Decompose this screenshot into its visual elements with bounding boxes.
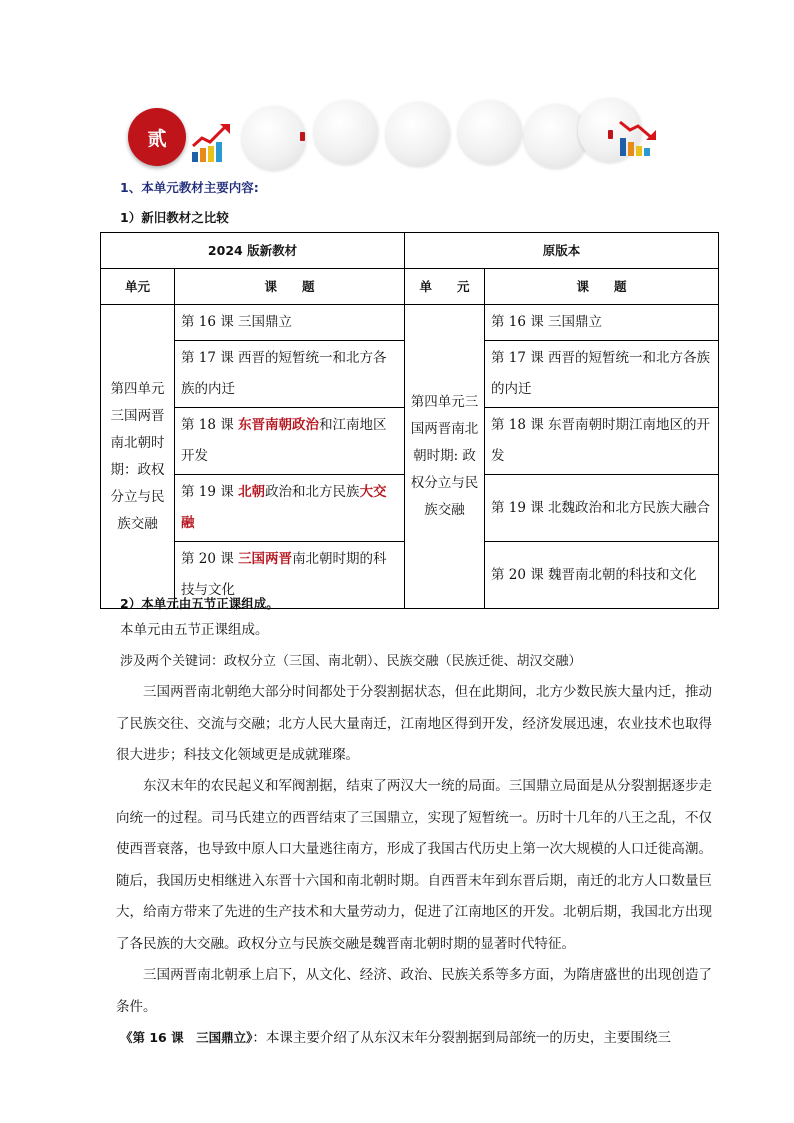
decorative-mark (608, 130, 613, 139)
body-line: 涉及两个关键词：政权分立（三国、南北朝）、民族交融（民族迁徙、胡汉交融） (120, 654, 582, 669)
lesson-title: 《第 16 课 三国鼎立》 (120, 1030, 253, 1045)
body-line: 本单元由五节正课组成。 (120, 622, 269, 638)
column-header-unit: 单 元 (405, 269, 485, 305)
column-header-unit: 单元 (101, 269, 175, 305)
growth-chart-icon (190, 122, 232, 164)
section-number-badge: 贰 (128, 108, 186, 166)
highlighted-text: 大交融 (181, 484, 387, 531)
subsection-heading: 2）本单元由五节正课组成。 (120, 596, 279, 611)
lesson-cell: 第 18 课 东晋南朝政治和江南地区开发 (175, 408, 405, 475)
column-header-lesson: 课 题 (485, 269, 719, 305)
highlighted-text: 东晋南朝政治 (238, 417, 320, 433)
lesson-cell: 第 17 课 西晋的短暂统一和北方各族的内迁 (175, 341, 405, 408)
lesson-cell: 第 19 课 北朝政治和北方民族大交融 (175, 475, 405, 542)
old-textbook-header: 原版本 (405, 233, 719, 269)
lesson-cell: 第 17 课 西晋的短暂统一和北方各族的内迁 (485, 341, 719, 408)
lesson-cell: 第 20 课 魏晋南北朝的科技和文化 (485, 542, 719, 609)
decorative-mark (300, 132, 305, 141)
unit-cell-old: 第四单元三国两晋南北朝时期: 政权分立与民族交融 (405, 305, 485, 609)
lesson-cell: 第 19 课 北魏政治和北方民族大融合 (485, 475, 719, 542)
lesson-cell: 第 16 课 三国鼎立 (485, 305, 719, 341)
section-banner (124, 96, 664, 176)
unit-cell-new: 第四单元三国两晋南北朝时期：政权分立与民族交融 (101, 305, 175, 609)
textbook-comparison-table (100, 232, 719, 609)
lesson-cell: 第 16 课 三国鼎立 (175, 305, 405, 341)
body-paragraph: 《第 16 课 三国鼎立》：本课主要介绍了从东汉末年分裂割据到局部统一的历史，主要围绕三 (120, 1030, 671, 1046)
decorative-bubble (386, 102, 450, 166)
decorative-bubble (242, 106, 306, 170)
new-textbook-header: 2024 版新教材 (101, 233, 405, 269)
body-paragraph: 东汉末年的农民起义和军阀割据，结束了两汉大一统的局面。三国鼎立局面是从分裂割据逐步走向统一的过程。司马氏建立的西晋结束了三国鼎立，实现了短暂统一。历时十几年的八王之乱，不仅使西晋衰落，也导致中原人口大量逃往南方，形成了我国古代历史上第一次大规模的人口迁徙高潮。随后，我国历史相继进入东晋十六国和南北朝时期。自西晋末年到东晋后期，南迁的北方人口数量巨大，给南方带来了先进的生产技术和大量劳动力，促进了江南地区的开发。北朝后期，我国北方出现了各民族的大交融。政权分立与民族交融是魏晋南北朝时期的显著时代特征。 (116, 778, 712, 952)
highlighted-text: 三国两晋 (238, 551, 293, 567)
decorative-bubble (314, 100, 378, 164)
decorative-bubble (458, 100, 522, 164)
section-heading: 1、本单元教材主要内容: (120, 180, 259, 195)
lesson-cell: 第 20 课 三国两晋南北朝时期的科技与文化 (175, 542, 405, 609)
subsection-heading: 1）新旧教材之比较 (120, 210, 229, 225)
lesson-cell: 第 18 课 东晋南朝时期江南地区的开发 (485, 408, 719, 475)
body-paragraph: 三国两晋南北朝承上启下，从文化、经济、政治、民族关系等多方面，为隋唐盛世的出现创造了条件。 (116, 967, 712, 1015)
column-header-lesson: 课 题 (175, 269, 405, 305)
highlighted-text: 北朝 (238, 484, 266, 500)
decline-chart-icon (616, 118, 658, 160)
body-paragraph: 三国两晋南北朝绝大部分时间都处于分裂割据状态，但在此期间，北方少数民族大量内迁，推动了民族交往、交流与交融；北方人民大量南迁，江南地区得到开发，经济发展迅速，农业技术也取得很大进步；科技文化领域更是成就璀璨。 (116, 684, 712, 763)
